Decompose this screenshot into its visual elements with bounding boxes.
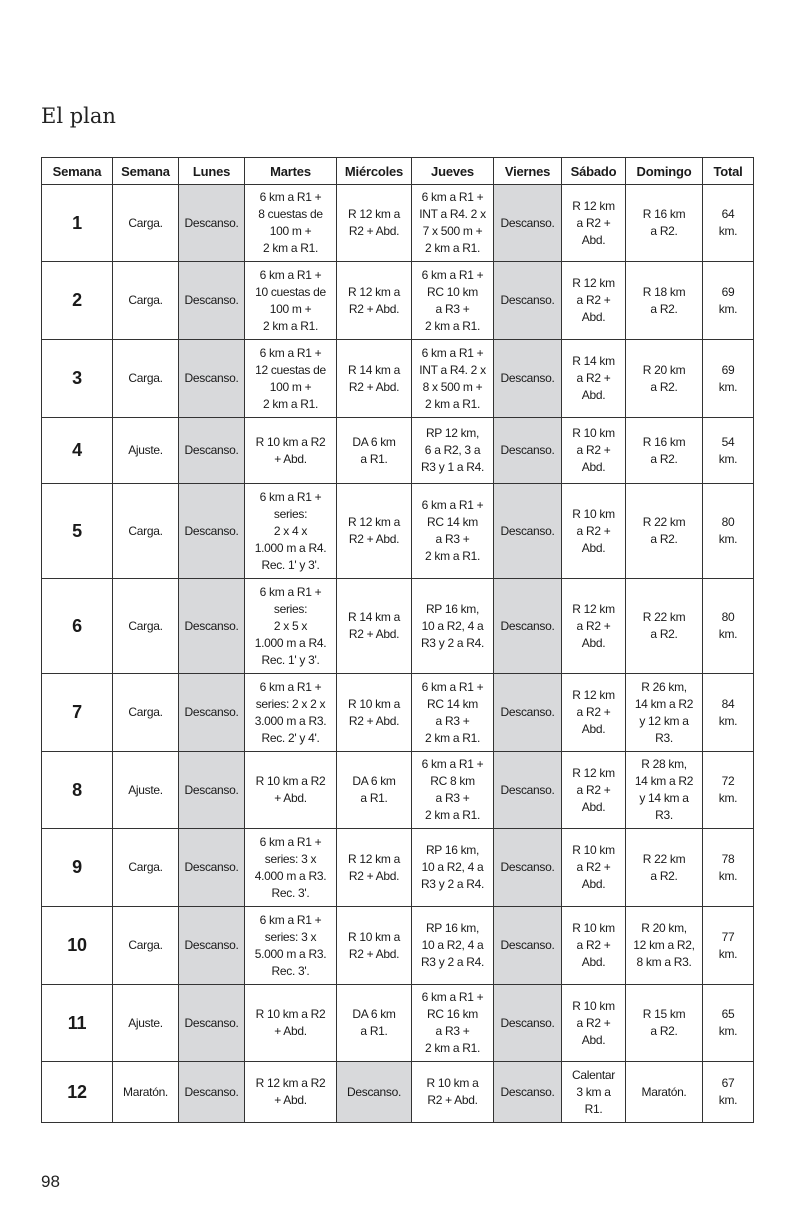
- friday-cell: Descanso.: [494, 418, 562, 484]
- table-row: [42, 752, 754, 829]
- friday-cell: Descanso.: [494, 262, 562, 340]
- saturday-cell: R 10 km a R2 + Abd.: [562, 985, 626, 1062]
- header-saturday: Sábado: [562, 158, 626, 185]
- friday-cell: Descanso.: [494, 185, 562, 262]
- training-plan-table: [41, 157, 754, 1123]
- tuesday-cell: 6 km a R1 + 10 cuestas de 100 m + 2 km a R1.: [245, 262, 337, 340]
- wednesday-cell: R 12 km a R2 + Abd.: [337, 262, 412, 340]
- week-number: 5: [42, 484, 113, 579]
- saturday-cell: R 14 km a R2 + Abd.: [562, 340, 626, 418]
- total-cell: 80 km.: [703, 579, 754, 674]
- sunday-cell: R 18 km a R2.: [626, 262, 703, 340]
- sunday-cell: R 26 km, 14 km a R2 y 12 km a R3.: [626, 674, 703, 752]
- week-type: Ajuste.: [113, 985, 179, 1062]
- thursday-cell: 6 km a R1 + INT a R4. 2 x 7 x 500 m + 2 km a R1.: [412, 185, 494, 262]
- table-row: [42, 340, 754, 418]
- header-sunday: Domingo: [626, 158, 703, 185]
- week-number: 9: [42, 829, 113, 907]
- monday-cell: Descanso.: [179, 185, 245, 262]
- table-row: [42, 1062, 754, 1123]
- thursday-cell: 6 km a R1 + RC 16 km a R3 + 2 km a R1.: [412, 985, 494, 1062]
- table-row: [42, 579, 754, 674]
- table-row: [42, 674, 754, 752]
- sunday-cell: Maratón.: [626, 1062, 703, 1123]
- thursday-cell: RP 16 km, 10 a R2, 4 a R3 y 2 a R4.: [412, 829, 494, 907]
- header-row: [42, 158, 754, 185]
- week-number: 8: [42, 752, 113, 829]
- week-number: 6: [42, 579, 113, 674]
- week-number: 7: [42, 674, 113, 752]
- sunday-cell: R 22 km a R2.: [626, 484, 703, 579]
- tuesday-cell: 6 km a R1 + series: 3 x 5.000 m a R3. Rec. 3'.: [245, 907, 337, 985]
- wednesday-cell: R 12 km a R2 + Abd.: [337, 185, 412, 262]
- thursday-cell: 6 km a R1 + RC 8 km a R3 + 2 km a R1.: [412, 752, 494, 829]
- table-row: [42, 185, 754, 262]
- sunday-cell: R 20 km a R2.: [626, 340, 703, 418]
- tuesday-cell: R 12 km a R2 + Abd.: [245, 1062, 337, 1123]
- sunday-cell: R 16 km a R2.: [626, 185, 703, 262]
- table-row: [42, 262, 754, 340]
- monday-cell: Descanso.: [179, 829, 245, 907]
- thursday-cell: RP 12 km, 6 a R2, 3 a R3 y 1 a R4.: [412, 418, 494, 484]
- monday-cell: Descanso.: [179, 985, 245, 1062]
- sunday-cell: R 28 km, 14 km a R2 y 14 km a R3.: [626, 752, 703, 829]
- total-cell: 72 km.: [703, 752, 754, 829]
- table-row: [42, 829, 754, 907]
- monday-cell: Descanso.: [179, 579, 245, 674]
- tuesday-cell: 6 km a R1 + series: 2 x 2 x 3.000 m a R3. Rec. 2' y 4'.: [245, 674, 337, 752]
- total-cell: 64 km.: [703, 185, 754, 262]
- friday-cell: Descanso.: [494, 752, 562, 829]
- wednesday-cell: Descanso.: [337, 1062, 412, 1123]
- week-type: Carga.: [113, 484, 179, 579]
- monday-cell: Descanso.: [179, 674, 245, 752]
- header-monday: Lunes: [179, 158, 245, 185]
- saturday-cell: R 10 km a R2 + Abd.: [562, 907, 626, 985]
- wednesday-cell: R 12 km a R2 + Abd.: [337, 829, 412, 907]
- thursday-cell: 6 km a R1 + INT a R4. 2 x 8 x 500 m + 2 km a R1.: [412, 340, 494, 418]
- saturday-cell: R 12 km a R2 + Abd.: [562, 185, 626, 262]
- week-type: Carga.: [113, 579, 179, 674]
- tuesday-cell: 6 km a R1 + series: 2 x 5 x 1.000 m a R4. Rec. 1' y 3'.: [245, 579, 337, 674]
- saturday-cell: R 10 km a R2 + Abd.: [562, 484, 626, 579]
- friday-cell: Descanso.: [494, 484, 562, 579]
- week-type: Carga.: [113, 674, 179, 752]
- saturday-cell: R 12 km a R2 + Abd.: [562, 262, 626, 340]
- sunday-cell: R 15 km a R2.: [626, 985, 703, 1062]
- table-row: [42, 484, 754, 579]
- thursday-cell: R 10 km a R2 + Abd.: [412, 1062, 494, 1123]
- wednesday-cell: R 14 km a R2 + Abd.: [337, 340, 412, 418]
- thursday-cell: 6 km a R1 + RC 14 km a R3 + 2 km a R1.: [412, 674, 494, 752]
- header-week-type: Semana: [113, 158, 179, 185]
- saturday-cell: R 12 km a R2 + Abd.: [562, 579, 626, 674]
- wednesday-cell: DA 6 km a R1.: [337, 418, 412, 484]
- monday-cell: Descanso.: [179, 340, 245, 418]
- saturday-cell: R 12 km a R2 + Abd.: [562, 752, 626, 829]
- tuesday-cell: 6 km a R1 + 12 cuestas de 100 m + 2 km a R1.: [245, 340, 337, 418]
- tuesday-cell: 6 km a R1 + series: 2 x 4 x 1.000 m a R4. Rec. 1' y 3'.: [245, 484, 337, 579]
- week-number: 3: [42, 340, 113, 418]
- wednesday-cell: R 14 km a R2 + Abd.: [337, 579, 412, 674]
- monday-cell: Descanso.: [179, 418, 245, 484]
- sunday-cell: R 20 km, 12 km a R2, 8 km a R3.: [626, 907, 703, 985]
- total-cell: 69 km.: [703, 340, 754, 418]
- header-tuesday: Martes: [245, 158, 337, 185]
- sunday-cell: R 16 km a R2.: [626, 418, 703, 484]
- week-number: 1: [42, 185, 113, 262]
- wednesday-cell: DA 6 km a R1.: [337, 752, 412, 829]
- thursday-cell: RP 16 km, 10 a R2, 4 a R3 y 2 a R4.: [412, 907, 494, 985]
- friday-cell: Descanso.: [494, 985, 562, 1062]
- total-cell: 78 km.: [703, 829, 754, 907]
- header-thursday: Jueves: [412, 158, 494, 185]
- page-heading: El plan: [41, 104, 116, 128]
- monday-cell: Descanso.: [179, 484, 245, 579]
- table-row: [42, 418, 754, 484]
- wednesday-cell: R 10 km a R2 + Abd.: [337, 907, 412, 985]
- saturday-cell: R 10 km a R2 + Abd.: [562, 418, 626, 484]
- table-row: [42, 907, 754, 985]
- week-type: Ajuste.: [113, 752, 179, 829]
- wednesday-cell: R 10 km a R2 + Abd.: [337, 674, 412, 752]
- total-cell: 65 km.: [703, 985, 754, 1062]
- total-cell: 54 km.: [703, 418, 754, 484]
- friday-cell: Descanso.: [494, 579, 562, 674]
- monday-cell: Descanso.: [179, 907, 245, 985]
- week-type: Carga.: [113, 262, 179, 340]
- week-type: Carga.: [113, 829, 179, 907]
- week-number: 12: [42, 1062, 113, 1123]
- monday-cell: Descanso.: [179, 1062, 245, 1123]
- tuesday-cell: R 10 km a R2 + Abd.: [245, 752, 337, 829]
- header-total: Total: [703, 158, 754, 185]
- friday-cell: Descanso.: [494, 674, 562, 752]
- thursday-cell: RP 16 km, 10 a R2, 4 a R3 y 2 a R4.: [412, 579, 494, 674]
- friday-cell: Descanso.: [494, 907, 562, 985]
- tuesday-cell: 6 km a R1 + 8 cuestas de 100 m + 2 km a R1.: [245, 185, 337, 262]
- saturday-cell: R 10 km a R2 + Abd.: [562, 829, 626, 907]
- header-wednesday: Miércoles: [337, 158, 412, 185]
- thursday-cell: 6 km a R1 + RC 14 km a R3 + 2 km a R1.: [412, 484, 494, 579]
- total-cell: 84 km.: [703, 674, 754, 752]
- sunday-cell: R 22 km a R2.: [626, 579, 703, 674]
- saturday-cell: R 12 km a R2 + Abd.: [562, 674, 626, 752]
- wednesday-cell: DA 6 km a R1.: [337, 985, 412, 1062]
- header-week-number: Semana: [42, 158, 113, 185]
- total-cell: 77 km.: [703, 907, 754, 985]
- header-friday: Viernes: [494, 158, 562, 185]
- week-number: 11: [42, 985, 113, 1062]
- week-type: Carga.: [113, 340, 179, 418]
- monday-cell: Descanso.: [179, 752, 245, 829]
- week-type: Maratón.: [113, 1062, 179, 1123]
- week-number: 2: [42, 262, 113, 340]
- week-type: Carga.: [113, 185, 179, 262]
- friday-cell: Descanso.: [494, 340, 562, 418]
- friday-cell: Descanso.: [494, 829, 562, 907]
- friday-cell: Descanso.: [494, 1062, 562, 1123]
- tuesday-cell: R 10 km a R2 + Abd.: [245, 418, 337, 484]
- week-type: Ajuste.: [113, 418, 179, 484]
- tuesday-cell: R 10 km a R2 + Abd.: [245, 985, 337, 1062]
- thursday-cell: 6 km a R1 + RC 10 km a R3 + 2 km a R1.: [412, 262, 494, 340]
- sunday-cell: R 22 km a R2.: [626, 829, 703, 907]
- total-cell: 69 km.: [703, 262, 754, 340]
- week-type: Carga.: [113, 907, 179, 985]
- wednesday-cell: R 12 km a R2 + Abd.: [337, 484, 412, 579]
- total-cell: 67 km.: [703, 1062, 754, 1123]
- tuesday-cell: 6 km a R1 + series: 3 x 4.000 m a R3. Rec. 3'.: [245, 829, 337, 907]
- week-number: 4: [42, 418, 113, 484]
- table-row: [42, 985, 754, 1062]
- total-cell: 80 km.: [703, 484, 754, 579]
- monday-cell: Descanso.: [179, 262, 245, 340]
- saturday-cell: Calentar 3 km a R1.: [562, 1062, 626, 1123]
- page-number: 98: [41, 1172, 60, 1191]
- week-number: 10: [42, 907, 113, 985]
